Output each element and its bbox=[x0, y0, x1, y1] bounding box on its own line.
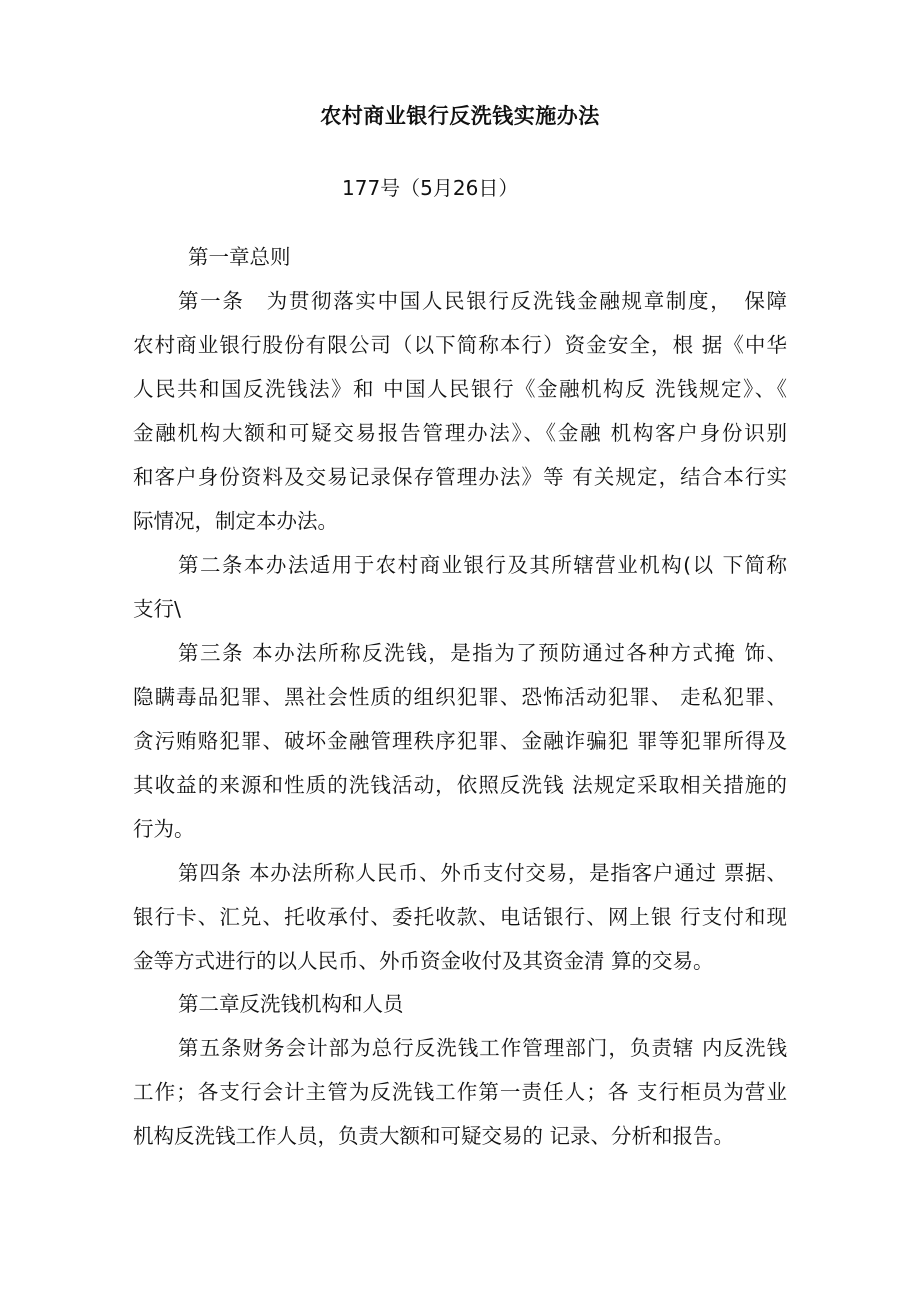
text-line: 第一条 为贯彻落实中国人民银行反洗钱金融规章制度， 保障 bbox=[178, 289, 787, 313]
text-line: 第三条 本办法所称反洗钱，是指为了预防通过各种方式掩 饰、 bbox=[178, 641, 787, 665]
text-line: 行为。 bbox=[133, 817, 195, 841]
text-line: 支行\ bbox=[133, 597, 181, 621]
text-line: 其收益的来源和性质的洗钱活动，依照反洗钱 法规定采取相关措施的 bbox=[133, 773, 787, 797]
text-line: 金融机构大额和可疑交易报告管理办法》、《金融 机构客户身份识别 bbox=[133, 421, 787, 445]
text-line: 工作；各支行会计主管为反洗钱工作第一责任人；各 支行柜员为营业 bbox=[133, 1080, 787, 1104]
text-line: 和客户身份资料及交易记录保存管理办法》等 有关规定，结合本行实 bbox=[133, 465, 787, 489]
text-line: 第五条财务会计部为总行反洗钱工作管理部门，负责辖 内反洗钱 bbox=[178, 1036, 787, 1060]
text-line: 第二章反洗钱机构和人员 bbox=[178, 992, 404, 1016]
text-line: 银行卡、汇兑、托收承付、委托收款、电话银行、网上银 行支付和现 bbox=[133, 905, 787, 929]
text-line: 际情况，制定本办法。 bbox=[133, 509, 338, 533]
text-line: 农村商业银行股份有限公司（以下简称本行）资金安全，根 据《中华 bbox=[133, 333, 787, 357]
document-number-date: 177号（5月26日） bbox=[342, 176, 519, 200]
text-line: 第一章总则 bbox=[188, 245, 291, 269]
text-line: 第四条 本办法所称人民币、外币支付交易，是指客户通过 票据、 bbox=[178, 861, 787, 885]
text-line: 人民共和国反洗钱法》和 中国人民银行《金融机构反 洗钱规定》、《 bbox=[133, 377, 787, 401]
document-title: 农村商业银行反洗钱实施办法 bbox=[320, 104, 600, 128]
text-line: 金等方式进行的以人民币、外币资金收付及其资金清 算的交易。 bbox=[133, 949, 714, 973]
text-line: 机构反洗钱工作人员，负责大额和可疑交易的 记录、分析和报告。 bbox=[133, 1124, 735, 1148]
text-line: 贪污贿赂犯罪、破坏金融管理秩序犯罪、金融诈骗犯 罪等犯罪所得及 bbox=[133, 729, 787, 753]
text-line: 隐瞒毒品犯罪、黑社会性质的组织犯罪、恐怖活动犯罪、 走私犯罪、 bbox=[133, 685, 787, 709]
text-line: 第二条本办法适用于农村商业银行及其所辖营业机构(以 下简称 bbox=[178, 553, 787, 577]
